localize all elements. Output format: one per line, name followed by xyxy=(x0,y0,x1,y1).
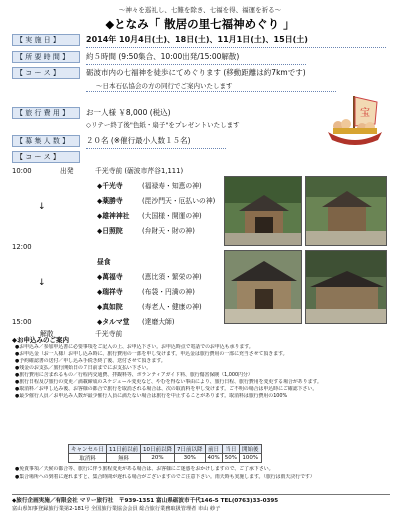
cancellation-fee-table xyxy=(68,444,262,463)
divider xyxy=(86,47,386,48)
table-header-cell: 10日前以降 xyxy=(141,445,175,454)
notice-line: ●取消料／お申し込み後、お客様の都合で旅行を取消される場合は、次の取消料を申し受けます。ご不明の場合は申込時にご確認下さい。 xyxy=(15,386,318,392)
notice-line: ●お申込金（お一人様）お申し込み時に、旅行費用の一部を申し受けます。申込金は旅行費用の一部に充当させて頂きます。 xyxy=(15,351,288,357)
course-section-label: 【 コ ー ス 】 xyxy=(12,151,80,163)
end-action-label: 解散 xyxy=(40,330,54,338)
spot-name: ◆萬福寺 xyxy=(97,273,123,281)
temple-photo-3 xyxy=(224,250,302,324)
notice-line: ●最少催行人員／お申込み人数が最少催行人員に満たない場合は旅行を中止することがあります。取消料は旅行費用の100% xyxy=(15,393,288,399)
spot-deity: (福禄寿・知恵の神) xyxy=(142,182,202,190)
noon-time: 12:00 xyxy=(12,243,32,251)
spot-deity: (恵比須・繁栄の神) xyxy=(142,273,202,281)
table-header-cell: 当日 xyxy=(222,445,239,454)
end-place: 千光寺前 xyxy=(95,330,123,338)
svg-text:宝: 宝 xyxy=(360,108,370,119)
duration-row xyxy=(12,51,390,65)
notice-line: ●集合場所への到着に遅れますと、集合時間が遅れる場合がございますのでご注意下さい。雨天時も実施します。（旅行は雨天決行です） xyxy=(15,474,315,480)
temple-photo-4 xyxy=(305,250,387,324)
shrine-photo-1 xyxy=(224,176,302,246)
fee-value: お一人様 ￥8,000 (税込) xyxy=(86,108,171,117)
lucky-gods-boat-illustration xyxy=(324,88,386,150)
notice-line: ●残金のお支払／旅行開始日の７日前までにお支払い下さい。 xyxy=(15,365,152,371)
start-action: 出発 xyxy=(60,167,74,175)
table-cell: 100% xyxy=(239,454,261,463)
table-header-cell: 開始後 xyxy=(239,445,261,454)
spot-name: ◆薬勝寺 xyxy=(97,197,123,205)
capacity-label: 【 募 集 人 数 】 xyxy=(12,135,80,147)
duration-label: 【 所 要 時 間 】 xyxy=(12,51,80,63)
spot-name: ◆千光寺 xyxy=(97,182,123,190)
divider xyxy=(86,64,306,65)
notice-heading: ◆お申込みのご案内 xyxy=(12,336,69,344)
table-cell: 40% xyxy=(205,454,222,463)
course-note: 〜日本石仏協会の方の同行でご案内いたします xyxy=(96,82,233,90)
table-cell: 無料 xyxy=(107,454,141,463)
course-label: 【 コ ー ス 】 xyxy=(12,67,80,79)
table-header-cell: 前日 xyxy=(205,445,222,454)
footer-registration: 富山県知事登録旅行業第2-181号 全国旅行業協会会員 総合旅行業務取扱管理者 市山 紗子 xyxy=(12,506,221,512)
down-arrow-icon: ↓ xyxy=(38,202,46,212)
table-cell: 取消料 xyxy=(69,454,107,463)
spot-deity: (布袋・円満の神) xyxy=(142,288,195,296)
start-place: 千光寺前 (砺波市芹谷1,111) xyxy=(95,167,184,175)
table-header-cell: 11日前以前 xyxy=(107,445,141,454)
table-cell: 20% xyxy=(141,454,175,463)
tagline: 〜神々を巡礼し、七難を除き、七福を得、福運を祈る〜 xyxy=(118,6,282,14)
spot-deity: (弁財天・財の神) xyxy=(142,227,195,235)
date-value: 2014年 10月4日(土)、18日(土)、11月1日(土)、15日(土) xyxy=(86,35,308,44)
spot-deity: (毘沙門天・厄払いの神) xyxy=(142,197,216,205)
table-cell: 50% xyxy=(222,454,239,463)
notice-line: ●お申込み／参加申込書に必要事項をご記入の上、お申込下さい。お申込時点で電話でのお申込も承ります。 xyxy=(15,344,254,350)
spot-deity: (達磨大師) xyxy=(142,318,175,326)
table-cell: 30% xyxy=(175,454,206,463)
course-value: 砺波市内の七福神を徒歩にてめぐります (移動距離は約7kmです) xyxy=(86,68,306,77)
table-header-row xyxy=(69,445,262,454)
shrine-photo-2 xyxy=(305,176,387,246)
spot-name: ◆瑞祥寺 xyxy=(97,288,123,296)
lunch-label: 昼食 xyxy=(97,258,111,266)
fee-label: 【 旅 行 費 用 】 xyxy=(12,107,80,119)
fee-note: ◇リテー終了後"色紙・扇子"をプレゼントいたします xyxy=(86,121,240,129)
spot-deity: (寿老人・健康の神) xyxy=(142,303,202,311)
divider xyxy=(86,148,226,149)
spot-name: ◆日照院 xyxy=(97,227,123,235)
notice-line: ●旅行日程及び旅行の変更／満載締成のスケジュール変更など、やむを得ない事由により、旅行日程、旅行費用を変更する場合があります。 xyxy=(15,379,322,385)
spot-name: ◆雄神神社 xyxy=(97,212,130,220)
end-time: 15:00 xyxy=(12,318,32,326)
divider xyxy=(86,91,336,92)
footer-company: ◆旅行企画実施／有限会社 マリー旅行社 〒939-1351 富山県砺波市千代146-5 TEL(0763)33-0395 xyxy=(12,498,279,504)
spot-name: ◆真如院 xyxy=(97,303,123,311)
start-time: 10:00 xyxy=(12,167,32,175)
date-row xyxy=(12,34,390,48)
notice-line: ●免責事項／天候の都合等、旅行に伴う旅程変更がある場合は、お客様にご迷惑をおかけしますので、ご了承下さい。 xyxy=(15,466,274,472)
duration-value: 約５時間 (9:50集合、10:00出発/15:00解散) xyxy=(86,52,240,61)
table-row xyxy=(69,454,262,463)
spot-deity: (大国様・開運の神) xyxy=(142,212,202,220)
capacity-value: ２０名 (※催行最小人数１５名) xyxy=(86,136,191,145)
table-header-cell: キャンセル日 xyxy=(69,445,107,454)
down-arrow-icon: ↓ xyxy=(38,278,46,288)
footer xyxy=(12,494,390,513)
notice-line: ●予約確認書の送付／申し込み手続き終了後、送付させて頂きます。 xyxy=(15,358,166,364)
spot-name: ◆タルマ堂 xyxy=(97,318,130,326)
date-label: 【 実 施 日 】 xyxy=(12,34,80,46)
table-header-cell: 7日前以降 xyxy=(175,445,206,454)
notice-line: ●旅行費用に含まれるもの／行程内交通費、拝観料等、ボランティアガイド料、旅行傷害保険（1,000円分） xyxy=(15,372,253,378)
page-title: ◆となみ「 散居の里七福神めぐり 」 xyxy=(105,17,295,31)
